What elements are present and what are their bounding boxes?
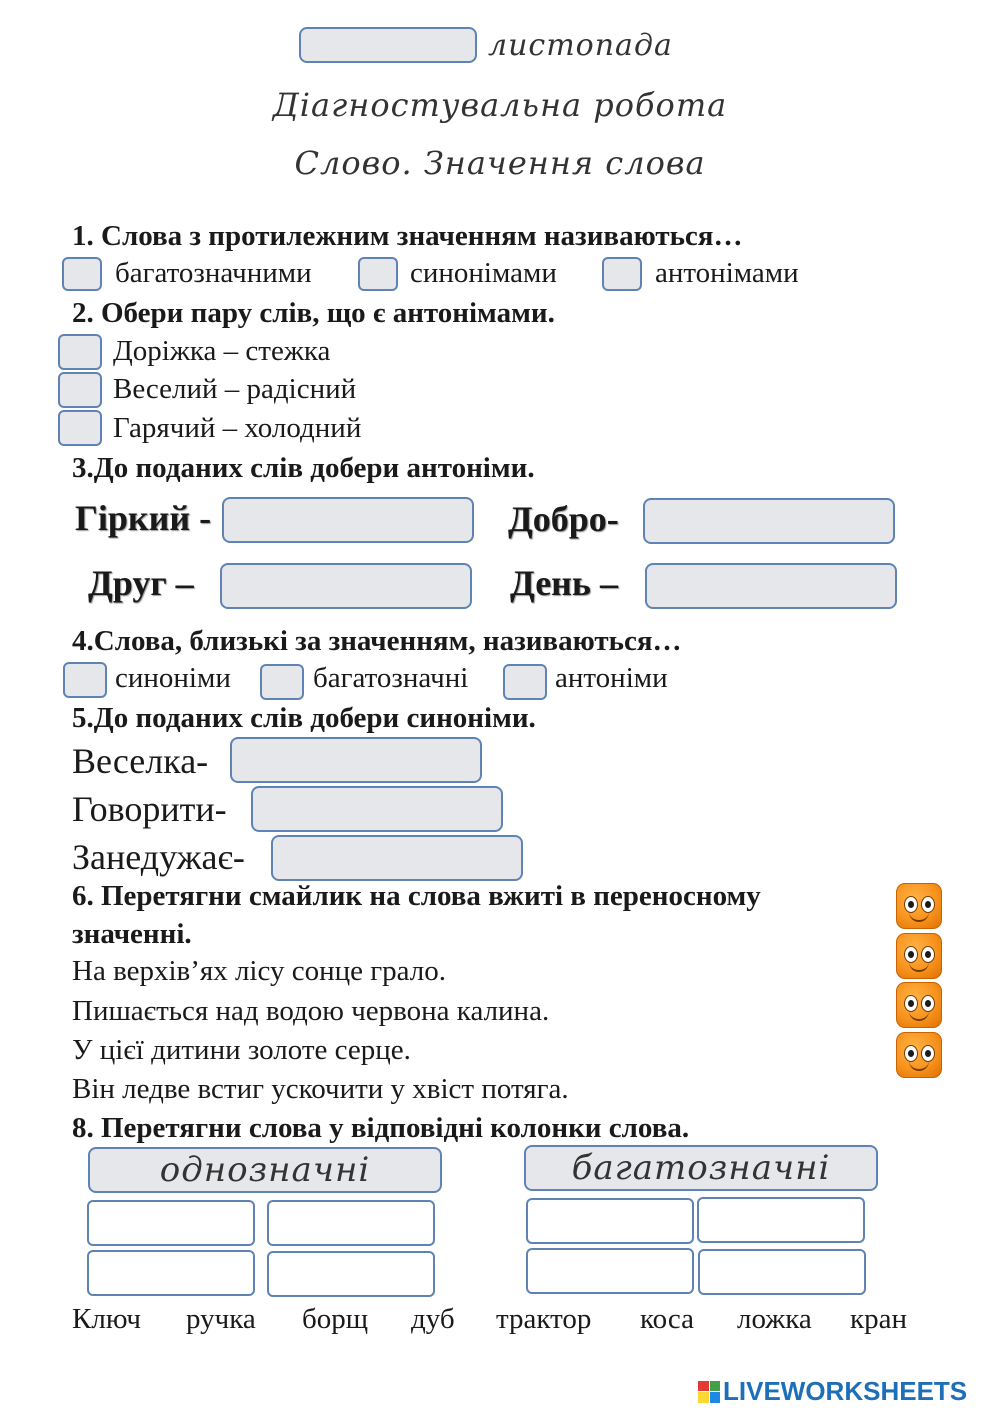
polysemous-drop-cell-4[interactable]	[698, 1249, 866, 1295]
q5-title: 5.До поданих слів добери синоніми.	[72, 702, 536, 734]
smiley-drag-icon-4[interactable]	[896, 1032, 942, 1078]
q2-option-3-checkbox[interactable]	[58, 410, 102, 446]
q1-option-2-label: синонімами	[410, 257, 557, 289]
q4-option-3-checkbox[interactable]	[503, 664, 547, 700]
draggable-word-6[interactable]: коса	[640, 1303, 694, 1335]
q4-option-1-label: синоніми	[115, 662, 231, 694]
monosemous-drop-cell-3[interactable]	[87, 1250, 255, 1296]
liveworksheets-logo	[698, 1376, 967, 1407]
q6-title-line-1: 6. Перетягни смайлик на слова вжиті в переносному	[72, 880, 761, 912]
q5-answer-3-input[interactable]	[271, 835, 523, 881]
worksheet-subtitle: Слово. Значення слова	[294, 144, 706, 182]
draggable-word-5[interactable]: трактор	[496, 1303, 592, 1335]
q3-word-1: Гіркий -	[75, 498, 212, 538]
q2-option-1-checkbox[interactable]	[58, 334, 102, 370]
q5-word-3: Занедужає-	[72, 837, 245, 877]
worksheet-title: Діагностувальна робота	[272, 86, 728, 124]
column-header-monosemous-label: однозначні	[159, 1150, 371, 1190]
q1-option-2-checkbox[interactable]	[358, 257, 398, 291]
q3-word-3: Друг –	[88, 563, 194, 603]
q8-title: 8. Перетягни слова у відповідні колонки слова.	[72, 1112, 690, 1144]
q1-option-3-checkbox[interactable]	[602, 257, 642, 291]
q2-option-2-checkbox[interactable]	[58, 372, 102, 408]
draggable-word-4[interactable]: дуб	[411, 1303, 455, 1335]
q5-word-1: Веселка-	[72, 741, 209, 781]
q3-word-4: День –	[510, 563, 618, 603]
draggable-word-1[interactable]: Ключ	[72, 1303, 141, 1335]
date-input[interactable]	[299, 27, 477, 63]
q4-option-3-label: антоніми	[555, 662, 668, 694]
smiley-drag-icon-1[interactable]	[896, 883, 942, 929]
liveworksheets-brand-text: LIVEWORKSHEETS	[723, 1376, 968, 1406]
polysemous-drop-cell-3[interactable]	[526, 1248, 694, 1294]
q5-word-2: Говорити-	[72, 789, 227, 829]
column-header-polysemous	[524, 1145, 878, 1191]
q3-answer-2-input[interactable]	[643, 498, 895, 544]
draggable-word-7[interactable]: ложка	[737, 1303, 812, 1335]
q1-option-1-label: багатозначними	[115, 257, 312, 289]
column-header-monosemous	[88, 1147, 442, 1193]
month-label: листопада	[488, 28, 673, 63]
q1-title: 1. Слова з протилежним значенням називаються…	[72, 220, 743, 252]
monosemous-drop-cell-4[interactable]	[267, 1251, 435, 1297]
q2-option-3-label: Гарячий – холодний	[113, 412, 362, 444]
q4-option-2-label: багатозначні	[313, 662, 469, 694]
q3-answer-3-input[interactable]	[220, 563, 472, 609]
q4-option-1-checkbox[interactable]	[63, 662, 107, 698]
q1-option-1-checkbox[interactable]	[62, 257, 102, 291]
draggable-word-2[interactable]: ручка	[186, 1303, 256, 1335]
q4-title: 4.Слова, близькі за значенням, називаються…	[72, 625, 682, 657]
smiley-drag-icon-3[interactable]	[896, 982, 942, 1028]
draggable-word-3[interactable]: борщ	[302, 1303, 369, 1335]
q6-sentence-4: Він ледве встиг ускочити у хвіст потяга.	[72, 1073, 569, 1105]
q2-title: 2. Обери пару слів, що є антонімами.	[72, 297, 555, 329]
column-header-polysemous-label: багатозначні	[571, 1148, 831, 1188]
q6-sentence-1: На верхів’ях лісу сонце грало.	[72, 955, 446, 987]
q5-answer-2-input[interactable]	[251, 786, 503, 832]
polysemous-drop-cell-2[interactable]	[697, 1197, 865, 1243]
q2-option-1-label: Доріжка – стежка	[113, 335, 331, 367]
smiley-drag-icon-2[interactable]	[896, 933, 942, 979]
monosemous-drop-cell-2[interactable]	[267, 1200, 435, 1246]
q3-word-2: Добро-	[508, 499, 619, 539]
q4-option-2-checkbox[interactable]	[260, 664, 304, 700]
q3-answer-4-input[interactable]	[645, 563, 897, 609]
q6-sentence-3: У цієї дитини золоте серце.	[72, 1034, 411, 1066]
q1-option-3-label: антонімами	[655, 257, 799, 289]
polysemous-drop-cell-1[interactable]	[526, 1198, 694, 1244]
q6-sentence-2: Пишається над водою червона калина.	[72, 995, 550, 1027]
q5-answer-1-input[interactable]	[230, 737, 482, 783]
q2-option-2-label: Веселий – радісний	[113, 373, 357, 405]
q6-title-line-2: значенні.	[72, 918, 192, 950]
q3-answer-1-input[interactable]	[222, 497, 474, 543]
draggable-word-8[interactable]: кран	[850, 1303, 907, 1335]
q3-title: 3.До поданих слів добери антоніми.	[72, 452, 535, 484]
liveworksheets-logo-icon	[698, 1381, 720, 1403]
monosemous-drop-cell-1[interactable]	[87, 1200, 255, 1246]
